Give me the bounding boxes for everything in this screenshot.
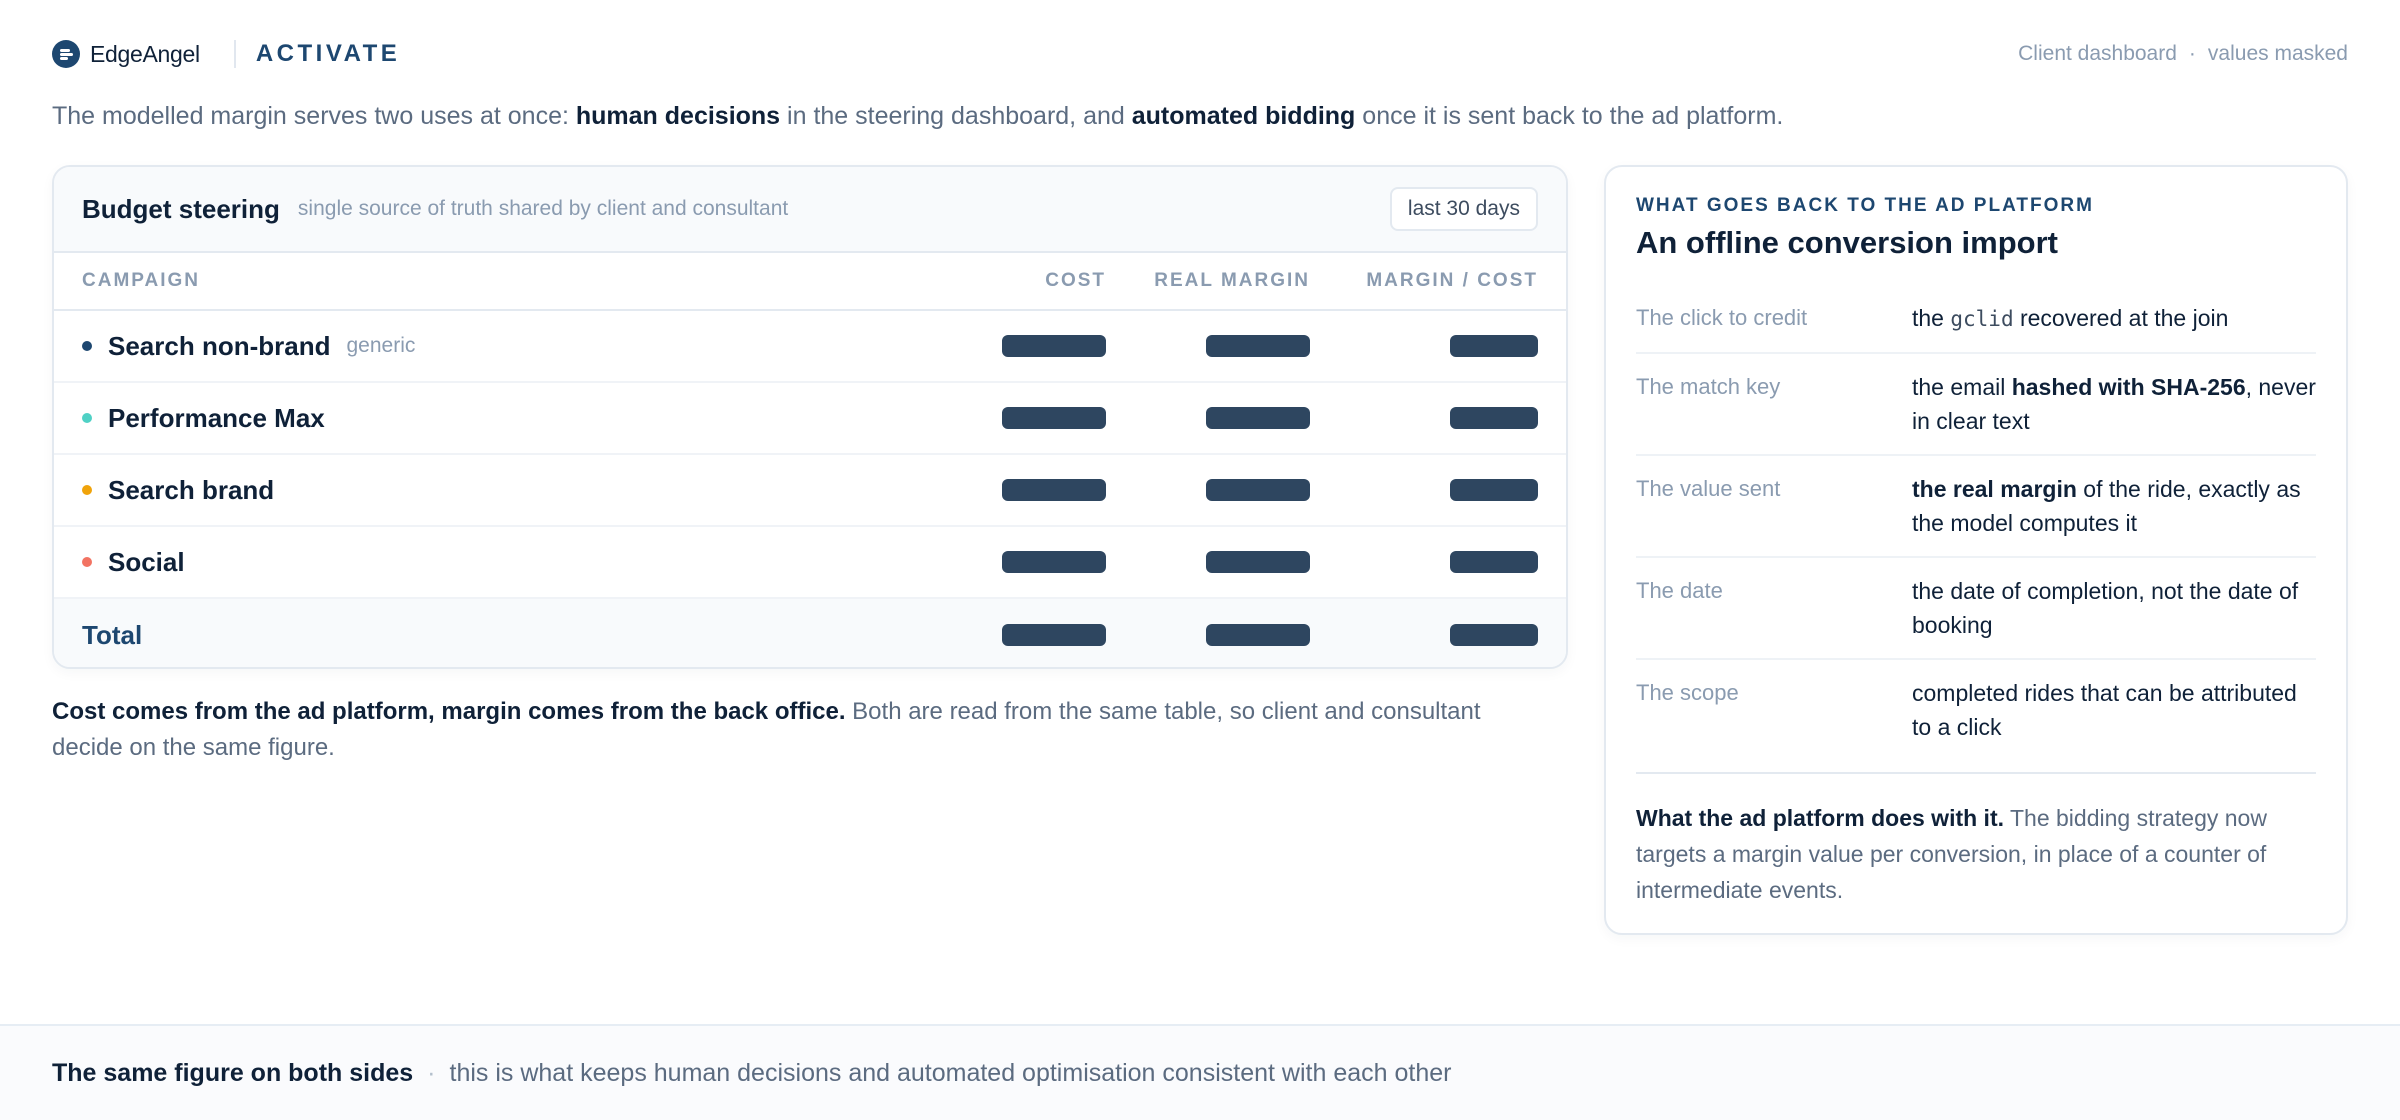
- masked-value: [1002, 479, 1106, 501]
- spec-key: The value sent: [1636, 476, 1781, 501]
- ratio-cell: [1310, 335, 1538, 357]
- intro-strong-bidding: automated bidding: [1131, 102, 1356, 130]
- spec-key: The match key: [1636, 374, 1781, 399]
- masked-value: [1002, 335, 1106, 357]
- spec-value: completed rides that can be attributed to a click: [1912, 680, 2297, 740]
- masked-value: [1450, 551, 1538, 573]
- spec-text: the email: [1912, 374, 2012, 400]
- offline-import-card: [1604, 165, 2348, 935]
- total-cost-cell: [966, 624, 1106, 646]
- campaign-label: Search non-brand: [108, 330, 331, 361]
- header-divider: [234, 40, 236, 68]
- table-row[interactable]: [54, 311, 1566, 383]
- card-divider: [1636, 772, 2316, 774]
- brand-name: EdgeAngel: [90, 40, 200, 67]
- masked-value: [1206, 551, 1310, 573]
- intro-text: [52, 102, 1783, 131]
- spec-item-date: [1636, 558, 2316, 660]
- margin-cell: [1106, 407, 1310, 429]
- total-margin-cell: [1106, 624, 1310, 646]
- data-source-text: Both are read from the same table, so client and consultant decide on the same figure.: [52, 698, 1481, 761]
- campaign-color-dot: [82, 341, 92, 351]
- masked-value: [1002, 407, 1106, 429]
- card-subtitle: single source of truth shared by client and consultant: [297, 197, 789, 220]
- campaign-color-dot: [82, 485, 92, 495]
- masked-value: [1206, 479, 1310, 501]
- footer-banner: [0, 1024, 2400, 1120]
- spec-strong: the real margin: [1912, 476, 2077, 502]
- margin-cell: [1106, 551, 1310, 573]
- campaign-label: Performance Max: [108, 402, 325, 433]
- campaign-cell: [82, 475, 966, 506]
- spec-code: gclid: [1950, 307, 2014, 331]
- column-cost[interactable]: COST: [1045, 270, 1106, 291]
- total-ratio-cell: [1310, 624, 1538, 646]
- spec-text: of the ride, exactly as the model computes it: [1912, 476, 2301, 536]
- header-context: [2018, 42, 2348, 66]
- note-strong: What the ad platform does with it.: [1636, 805, 2004, 831]
- campaign-tag: generic: [346, 334, 416, 357]
- spec-value: [1912, 301, 2316, 336]
- spec-item-value: [1636, 456, 2316, 558]
- margin-cell: [1106, 479, 1310, 501]
- campaign-cell: [82, 331, 966, 362]
- spec-strong: hashed with SHA-256: [2011, 374, 2246, 400]
- brand-logo[interactable]: [52, 40, 200, 68]
- spec-value: [1912, 370, 2316, 438]
- spec-key: The scope: [1636, 680, 1739, 705]
- spec-text: the: [1912, 305, 1951, 331]
- intro-prefix: The modelled margin serves two uses at once:: [52, 102, 576, 130]
- spec-key: The date: [1636, 578, 1723, 603]
- section-title: ACTIVATE: [255, 40, 401, 67]
- footer-text: this is what keeps human decisions and automated optimisation consistent with each other: [449, 1058, 1452, 1087]
- top-header: [52, 34, 2348, 74]
- table-header: [54, 253, 1566, 311]
- note-text: The bidding strategy now targets a margin value per conversion, in place of a counter of intermediate events.: [1636, 805, 2267, 903]
- column-campaign[interactable]: CAMPAIGN: [82, 270, 201, 291]
- footer-title: The same figure on both sides: [52, 1058, 414, 1087]
- period-selector[interactable]: last 30 days: [1390, 187, 1538, 231]
- table-row[interactable]: [54, 527, 1566, 599]
- masked-value: [1206, 624, 1310, 646]
- campaign-label: Search brand: [108, 474, 275, 505]
- spec-item-scope: [1636, 660, 2316, 760]
- masked-value: [1206, 407, 1310, 429]
- cost-cell: [966, 551, 1106, 573]
- spec-item-click: [1636, 285, 2316, 354]
- masked-value: [1450, 407, 1538, 429]
- spec-value: the date of completion, not the date of booking: [1912, 578, 2299, 638]
- footer-separator: ·: [427, 1058, 436, 1087]
- card-title: Budget steering: [82, 193, 280, 224]
- campaign-color-dot: [82, 557, 92, 567]
- budget-steering-card: [52, 165, 1568, 669]
- intro-middle: in the steering dashboard, and: [780, 102, 1132, 130]
- spec-key: The click to credit: [1636, 305, 1808, 330]
- total-row: [54, 599, 1566, 669]
- ratio-cell: [1310, 407, 1538, 429]
- context-label: Client dashboard: [2018, 42, 2177, 65]
- card-title: An offline conversion import: [1636, 225, 2058, 260]
- masked-value: [1450, 479, 1538, 501]
- context-separator: ·: [2188, 42, 2196, 65]
- campaign-cell: [82, 547, 966, 578]
- table-row[interactable]: [54, 455, 1566, 527]
- edgeangel-logo-icon: [52, 40, 80, 68]
- cost-cell: [966, 407, 1106, 429]
- card-header: [54, 167, 1566, 253]
- column-real-margin[interactable]: REAL MARGIN: [1154, 270, 1310, 291]
- campaign-cell: [82, 403, 966, 434]
- card-eyebrow: WHAT GOES BACK TO THE AD PLATFORM: [1636, 195, 2094, 216]
- ratio-cell: [1310, 551, 1538, 573]
- masked-value: [1450, 624, 1538, 646]
- cost-cell: [966, 479, 1106, 501]
- spec-text: , never in clear text: [1912, 374, 2316, 434]
- intro-suffix: once it is sent back to the ad platform.: [1355, 102, 1784, 130]
- data-source-note: [52, 694, 1552, 766]
- campaign-label: Social: [108, 546, 185, 577]
- column-margin-cost[interactable]: MARGIN / COST: [1366, 270, 1538, 291]
- intro-strong-human: human decisions: [575, 102, 781, 130]
- spec-value: [1912, 472, 2316, 540]
- table-row[interactable]: [54, 383, 1566, 455]
- spec-item-match: [1636, 354, 2316, 456]
- platform-usage-note: [1636, 800, 2316, 908]
- masked-value: [1450, 335, 1538, 357]
- total-label: Total: [82, 619, 143, 650]
- cost-cell: [966, 335, 1106, 357]
- ratio-cell: [1310, 479, 1538, 501]
- masked-value: [1002, 551, 1106, 573]
- data-source-strong: Cost comes from the ad platform, margin comes from the back office.: [52, 698, 846, 725]
- masked-value: [1002, 624, 1106, 646]
- import-spec-list: [1636, 285, 2316, 760]
- campaign-color-dot: [82, 413, 92, 423]
- context-note: values masked: [2207, 42, 2348, 65]
- spec-text: recovered at the join: [2013, 305, 2229, 331]
- masked-value: [1206, 335, 1310, 357]
- margin-cell: [1106, 335, 1310, 357]
